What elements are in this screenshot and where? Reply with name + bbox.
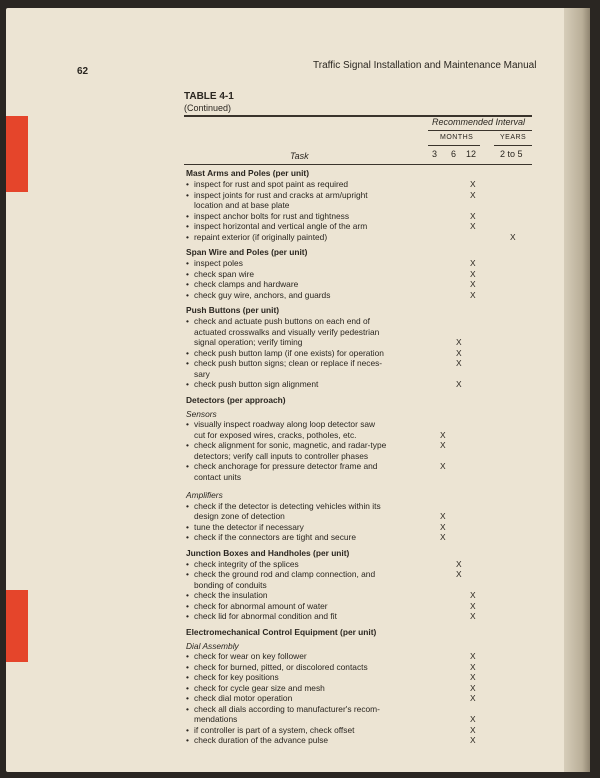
task-text-line: • check for abnormal amount of water — [194, 600, 328, 611]
task-text-line: actuated crosswalks and visually verify pedestrian — [194, 326, 380, 337]
task-text — [186, 559, 422, 570]
task-text-line: • visually inspect roadway along loop detector saw — [194, 419, 376, 429]
task-text-line: cut for exposed wires, cracks, potholes, etc. — [194, 429, 357, 440]
task-row — [186, 232, 532, 243]
task-text-line: • check for cycle gear size and mesh — [194, 682, 325, 693]
task-text — [186, 269, 422, 280]
interval-mark: X — [440, 440, 446, 450]
task-text — [186, 501, 422, 522]
task-row — [186, 683, 532, 694]
task-text-line: • check anchorage for pressure detector frame and — [194, 461, 378, 471]
task-row — [186, 601, 532, 612]
red-index-tab-upper — [6, 116, 28, 192]
table-section — [186, 247, 532, 300]
section-title: Detectors (per approach) — [186, 394, 286, 405]
task-text-line: • check the ground rod and clamp connection, and — [194, 569, 376, 579]
section-title: Span Wire and Poles (per unit) — [186, 247, 308, 257]
task-text — [186, 232, 422, 243]
recommended-rule — [428, 130, 532, 131]
interval-mark: X — [470, 724, 476, 735]
col-years-header: 2 to 5 — [500, 149, 523, 159]
task-text-line: design zone of detection — [194, 511, 285, 521]
task-row — [186, 348, 532, 359]
task-text — [186, 590, 422, 601]
task-row — [186, 501, 532, 522]
interval-mark: X — [470, 189, 476, 200]
header-bottom-rule — [184, 164, 532, 165]
interval-mark: X — [470, 735, 476, 745]
task-text-line: • check push button lamp (if one exists) for operation — [194, 347, 384, 358]
interval-mark: X — [456, 379, 462, 389]
task-text — [186, 419, 422, 440]
subsection-title: Dial Assembly — [186, 640, 239, 651]
task-text-line: • inspect anchor bolts for rust and tightness — [194, 210, 350, 221]
task-text-line: • repaint exterior (if originally painted) — [194, 231, 328, 242]
task-text-line: • check alignment for sonic, magnetic, and radar-type — [194, 440, 387, 450]
interval-mark: X — [470, 221, 476, 231]
interval-mark: X — [470, 611, 476, 621]
table-body — [186, 168, 532, 746]
table-section — [186, 627, 532, 746]
interval-mark: X — [470, 693, 476, 703]
subsection-title: Sensors — [186, 408, 217, 419]
page-number: 62 — [77, 66, 89, 77]
task-text — [186, 569, 422, 590]
task-row — [186, 316, 532, 348]
task-text — [186, 221, 422, 232]
col-3-months-header: 3 — [432, 149, 438, 159]
task-text — [186, 211, 422, 222]
interval-mark: X — [470, 210, 476, 221]
task-text-line: • check push button signs; clean or replace if neces- — [194, 358, 383, 368]
col-12-months-header: 12 — [466, 149, 477, 159]
years-header: YEARS — [500, 134, 527, 141]
task-text-line: sary — [194, 368, 210, 379]
task-row — [186, 179, 532, 190]
interval-mark: X — [456, 558, 462, 569]
table-subtitle: (Continued) — [184, 103, 232, 113]
subsection-title: Amplifiers — [186, 490, 223, 500]
task-row — [186, 221, 532, 232]
task-row — [186, 532, 532, 543]
interval-mark: X — [470, 279, 476, 289]
task-text-line: • inspect joints for rust and cracks at arm/upright — [194, 189, 368, 200]
section-title: Junction Boxes and Handholes (per unit) — [186, 547, 350, 558]
interval-mark: X — [440, 532, 446, 542]
task-row — [186, 358, 532, 379]
task-text-line: • check and actuate push buttons on each end of — [194, 316, 371, 326]
task-text-line: • check the insulation — [194, 590, 268, 600]
task-text — [186, 358, 422, 379]
task-row — [186, 569, 532, 590]
red-index-tab-lower — [6, 590, 28, 662]
task-text-line: • inspect poles — [194, 258, 243, 268]
task-text-line: • check guy wire, anchors, and guards — [194, 289, 331, 300]
task-row — [186, 662, 532, 673]
task-row — [186, 379, 532, 390]
table-section — [186, 548, 532, 622]
table-title: TABLE 4-1 — [184, 91, 234, 102]
task-text-line: • check lid for abnormal condition and fit — [194, 611, 337, 621]
task-text — [186, 735, 422, 746]
task-column-header: Task — [290, 151, 309, 161]
months-rule — [428, 145, 480, 146]
interval-mark: X — [470, 651, 476, 661]
section-title: Push Buttons (per unit) — [186, 305, 280, 315]
task-text — [186, 662, 422, 673]
task-text-line: contact units — [194, 471, 242, 482]
interval-mark: X — [470, 179, 476, 189]
task-text-line: • check dial motor operation — [194, 693, 293, 703]
task-row — [186, 258, 532, 269]
interval-mark: X — [470, 682, 476, 693]
task-row — [186, 461, 532, 482]
task-text — [186, 348, 422, 359]
task-text — [186, 522, 422, 533]
task-row — [186, 704, 532, 725]
task-row — [186, 522, 532, 533]
task-text-line: • check for wear on key follower — [194, 651, 307, 661]
task-text-line: • inspect for rust and spot paint as required — [194, 179, 349, 189]
interval-mark: X — [510, 231, 516, 242]
task-text-line: detectors; verify call inputs to controller phases — [194, 450, 369, 461]
interval-mark: X — [456, 347, 462, 358]
task-text — [186, 190, 422, 211]
task-row — [186, 590, 532, 601]
interval-mark: X — [456, 337, 462, 347]
task-row — [186, 651, 532, 662]
task-text-line: mendations — [194, 714, 238, 724]
task-row — [186, 693, 532, 704]
task-text — [186, 672, 422, 683]
task-text-line: • check span wire — [194, 268, 255, 279]
task-text — [186, 532, 422, 543]
table-section — [186, 395, 532, 543]
task-row — [186, 559, 532, 570]
interval-mark: X — [470, 672, 476, 682]
task-row — [186, 611, 532, 622]
task-text — [186, 279, 422, 290]
interval-mark: X — [470, 268, 476, 279]
task-text — [186, 693, 422, 704]
interval-mark: X — [440, 511, 446, 521]
interval-mark: X — [440, 521, 446, 532]
task-text-line: • check duration of the advance pulse — [194, 735, 329, 745]
task-text-line: • tune the detector if necessary — [194, 521, 304, 532]
task-row — [186, 190, 532, 211]
interval-mark: X — [470, 661, 476, 672]
task-row — [186, 440, 532, 461]
task-text — [186, 379, 422, 390]
task-text — [186, 461, 422, 482]
task-text-line: signal operation; verify timing — [194, 337, 303, 347]
task-text — [186, 258, 422, 269]
task-text — [186, 611, 422, 622]
task-text-line: • check for key positions — [194, 672, 279, 682]
section-title: Electromechanical Control Equipment (per unit) — [186, 626, 377, 637]
task-text — [186, 316, 422, 348]
task-text — [186, 440, 422, 461]
interval-mark: X — [470, 258, 476, 268]
section-title: Mast Arms and Poles (per unit) — [186, 168, 310, 178]
months-header: MONTHS — [440, 134, 474, 141]
task-text — [186, 704, 422, 725]
table-section — [186, 168, 532, 242]
task-text — [186, 179, 422, 190]
task-text-line: location and at base plate — [194, 200, 290, 210]
task-text-line: • check for burned, pitted, or discolored contacts — [194, 661, 368, 672]
years-rule — [494, 145, 532, 146]
task-row — [186, 279, 532, 290]
interval-mark: X — [456, 569, 462, 579]
table-section — [186, 305, 532, 390]
task-row — [186, 211, 532, 222]
task-text-line: bonding of conduits — [194, 579, 267, 590]
recommended-interval-header: Recommended Interval — [432, 117, 526, 127]
task-row — [186, 419, 532, 440]
task-text-line: • check all dials according to manufacturer's recom- — [194, 703, 380, 714]
task-text-line: • check push button sign alignment — [194, 379, 319, 389]
task-text-line: • check if the connectors are tight and secure — [194, 532, 357, 542]
task-row — [186, 672, 532, 683]
interval-mark: X — [456, 358, 462, 368]
col-6-months-header: 6 — [451, 149, 457, 159]
task-text — [186, 651, 422, 662]
interval-mark: X — [440, 429, 446, 440]
interval-mark: X — [470, 590, 476, 600]
interval-mark: X — [470, 714, 476, 724]
task-text-line: • inspect horizontal and vertical angle of the arm — [194, 221, 368, 231]
task-text-line: • check clamps and hardware — [194, 279, 299, 289]
task-row — [186, 725, 532, 736]
task-text-line: • check if the detector is detecting vehicles within its — [194, 500, 381, 511]
interval-mark: X — [470, 600, 476, 611]
task-text-line: • if controller is part of a system, check offset — [194, 724, 355, 735]
running-head: Traffic Signal Installation and Maintenance Manual — [313, 60, 537, 71]
interval-mark: X — [470, 289, 476, 300]
task-row — [186, 290, 532, 301]
task-row — [186, 735, 532, 746]
interval-mark: X — [440, 461, 446, 471]
task-text — [186, 683, 422, 694]
task-text-line: • check integrity of the splices — [194, 558, 299, 569]
task-text — [186, 725, 422, 736]
task-text — [186, 601, 422, 612]
task-text — [186, 290, 422, 301]
page-binding-edge — [564, 8, 590, 772]
task-row — [186, 269, 532, 280]
